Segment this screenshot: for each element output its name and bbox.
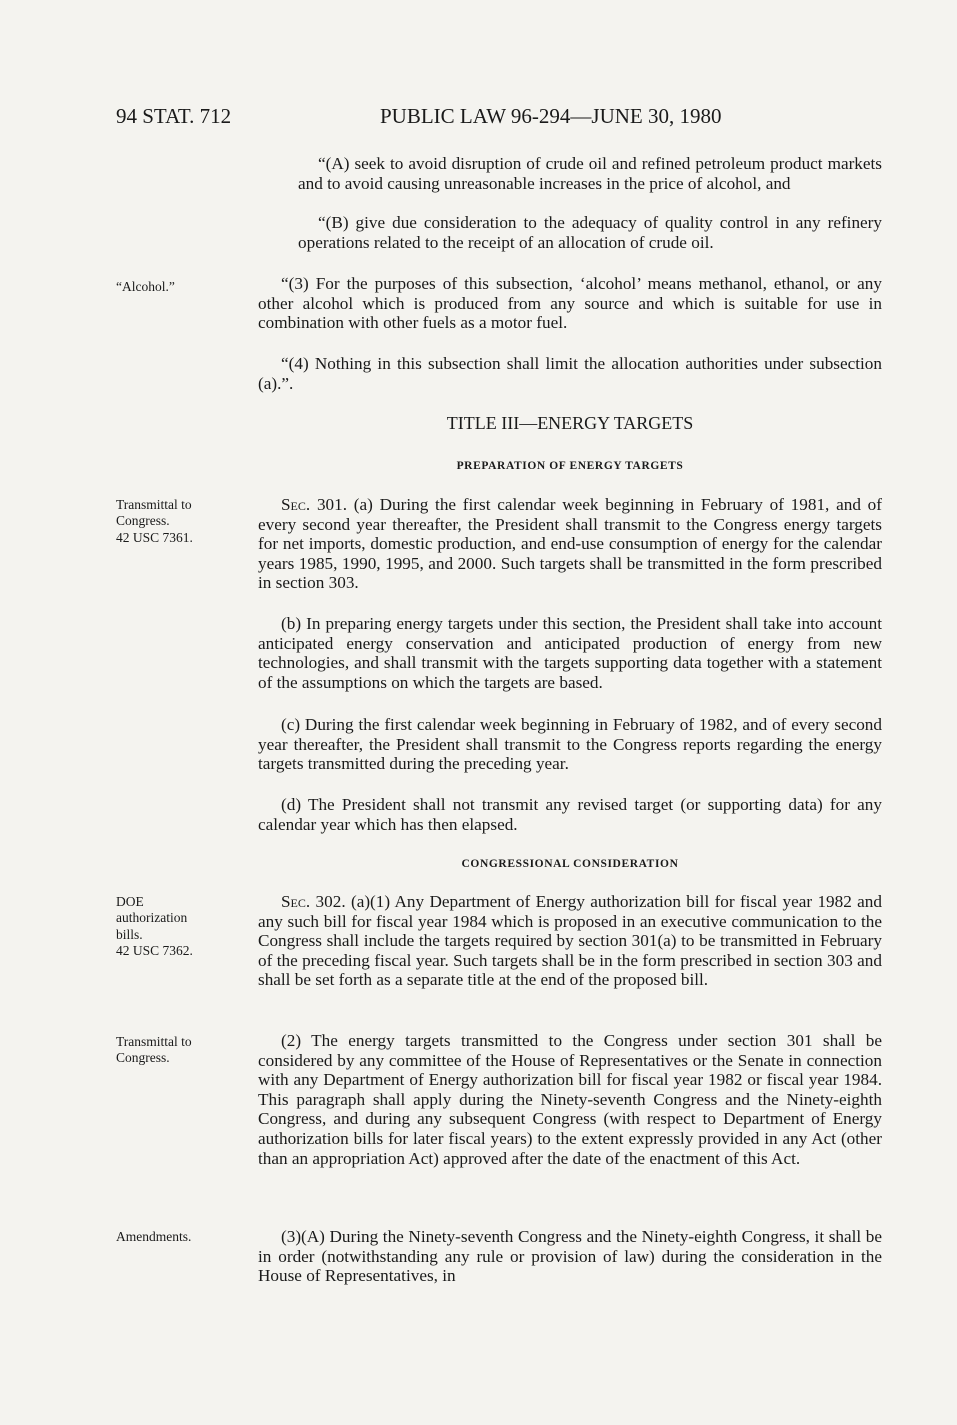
margin-line: Congress. <box>116 1050 170 1066</box>
margin-note-transmittal-301 <box>116 497 246 546</box>
clause-a: “(A) seek to avoid disruption of crude oil and refined petroleum product markets and to avoid causing unreasonable increases in the price of alcohol, and <box>298 154 882 193</box>
margin-line: 42 USC 7361. <box>116 529 193 545</box>
section-302-a2: (2) The energy targets transmitted to the Congress under section 301 shall be considered by any committee of the House of Representatives or the Senate in connection with any Department of Energy authorization bill for fiscal year 1982 or fiscal year 1984. This paragraph shall apply during the Ninety-seventh Congress and the Ninety-eighth Congress, and during any subsequent Congress (with respect to Department of Energy authorization bills for later fiscal years) to the extent expressly provided in any Act (other than an appropriation Act) approved after the date of the enactment of this Act. <box>258 1031 882 1168</box>
section-302-a1 <box>258 892 882 990</box>
margin-line: 42 USC 7362. <box>116 943 193 959</box>
section-302-a1-text: 302. (a)(1) Any Department of Energy authorization bill for fiscal year 1982 and any such bill for fiscal year 1984 which is proposed in an executive communication to the Congress shall include the targets required by section 301(a) to be transmitted in February of the preceding fiscal year. Such targets shall be in the form prescribed in section 303 and shall be set forth as a separate title at the end of the proposed bill. <box>258 892 882 990</box>
section-heading-preparation: PREPARATION OF ENERGY TARGETS <box>456 460 684 472</box>
paragraph-4: “(4) Nothing in this subsection shall limit the allocation authorities under subsection (a).”. <box>258 354 882 393</box>
paragraph-3: “(3) For the purposes of this subsection, ‘alcohol’ means methanol, ethanol, or any other alcohol which is produced from any source and which is suitable for use in combination with other fuels as a motor fuel. <box>258 274 882 333</box>
margin-line: bills. <box>116 926 143 942</box>
margin-line: DOE <box>116 894 144 909</box>
section-301-c: (c) During the first calendar week beginning in February of 1982, and of every second year thereafter, the President shall transmit to the Congress reports regarding the energy targets transmitted during the preceding year. <box>258 715 882 774</box>
margin-line: authorization <box>116 910 188 926</box>
section-heading-congressional: CONGRESSIONAL CONSIDERATION <box>461 858 679 870</box>
margin-note-alcohol: “Alcohol.” <box>116 279 175 294</box>
statute-page-number: 94 STAT. 712 <box>116 104 232 128</box>
margin-line: Congress. <box>116 513 170 529</box>
section-label: Sec. <box>281 892 311 911</box>
margin-note-transmittal-302 <box>116 1034 246 1067</box>
section-301-a-text: 301. (a) During the first calendar week beginning in February of 1981, and of every second year thereafter, the President shall transmit to the Congress energy targets for net imports, domestic production, and end-use consumption of energy for the calendar years 1985, 1990, 1995, and 2000. Such targets shall be transmitted in the form prescribed in section 303. <box>258 495 882 593</box>
section-label: Sec. <box>281 495 311 514</box>
page-header <box>116 104 886 134</box>
section-301-b: (b) In preparing energy targets under this section, the President shall take into account anticipated energy conservation and anticipated production of energy from new technologies, and shall transmit with the targets supporting data together with a statement of the assumptions on which the targets are based. <box>258 614 882 692</box>
margin-line: Transmittal to <box>116 497 192 512</box>
margin-note-doe <box>116 894 246 960</box>
clause-b: “(B) give due consideration to the adequacy of quality control in any refinery operations related to the receipt of an allocation of crude oil. <box>298 213 882 252</box>
title-heading: TITLE III—ENERGY TARGETS <box>446 413 694 433</box>
running-title: PUBLIC LAW 96-294—JUNE 30, 1980 <box>380 104 722 128</box>
section-301-d: (d) The President shall not transmit any revised target (or supporting data) for any calendar year which has then elapsed. <box>258 795 882 834</box>
section-301-a <box>258 495 882 593</box>
margin-note-amendments: Amendments. <box>116 1229 192 1244</box>
section-302-a3: (3)(A) During the Ninety-seventh Congress and the Ninety-eighth Congress, it shall be in order (notwithstanding any rule or provision of law) during the consideration in the House of Representatives, in <box>258 1227 882 1286</box>
margin-line: Transmittal to <box>116 1034 192 1049</box>
